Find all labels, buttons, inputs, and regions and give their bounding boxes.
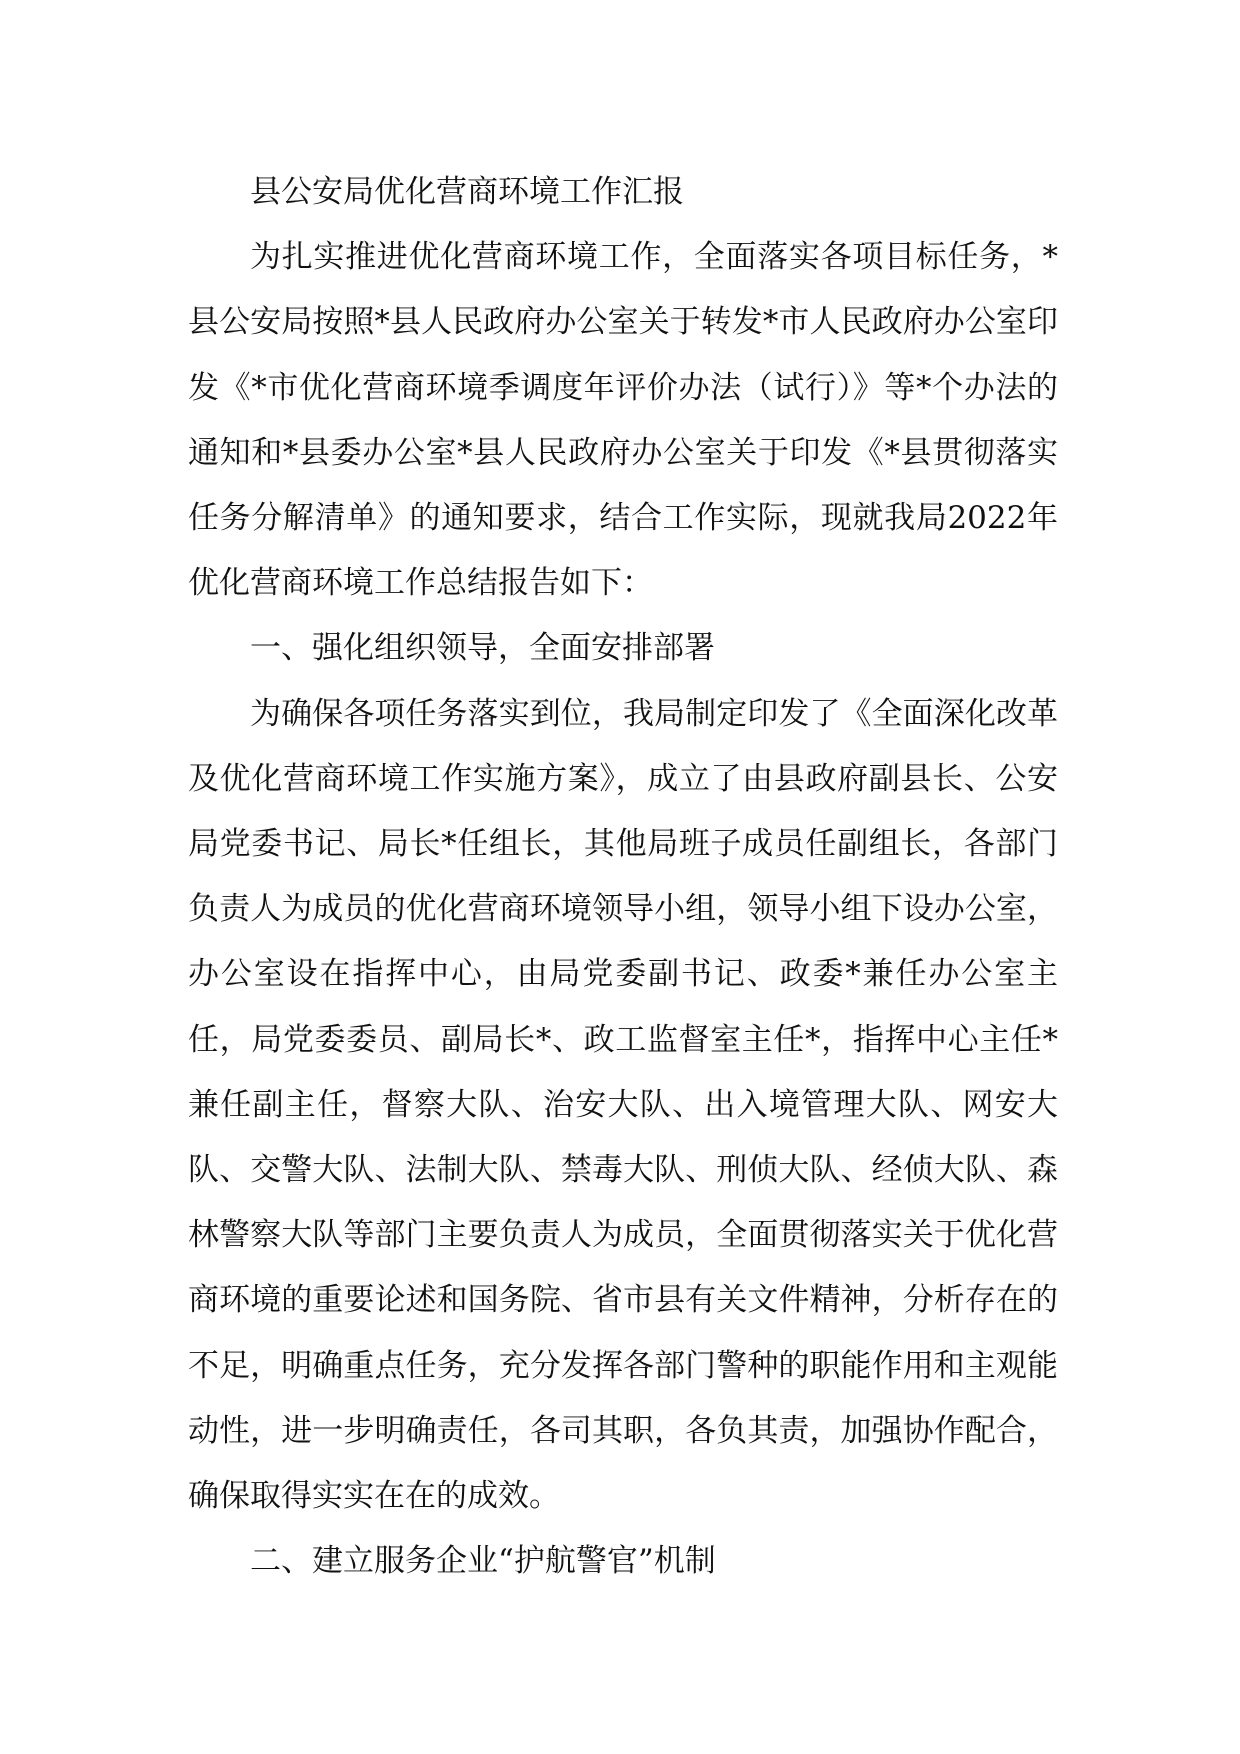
section-heading-1: 一、强化组织领导，全面安排部署	[250, 630, 715, 667]
document-title: 县公安局优化营商环境工作汇报	[250, 174, 684, 210]
document-page	[188, 160, 1058, 1594]
section-body-1: 为确保各项任务落实到位，我局制定印发了《全面深化改革及优化营商环境工作实施方案》，成立了由县政府副县长、公安局党委书记、局长*任组长，其他局班子成员任副组长，各部门负责人为成员的优化营商环境领导小组，领导小组下设办公室，办公室设在指挥中心，由局党委副书记、政委*兼任办公室主任，局党委委员、副局长*、政工监督室主任*，指挥中心主任*兼任副主任，督察大队、治安大队、出入境管理大队、网安大队、交警大队、法制大队、禁毒大队、刑侦大队、经侦大队、森林警察大队等部门主要负责人为成员，全面贯彻落实关于优化营商环境的重要论述和国务院、省市县有关文件精神，分析存在的不足，明确重点任务，充分发挥各部门警种的职能作用和主观能动性，进一步明确责任，各司其职，各负其责，加强协作配合，确保取得实实在在的成效。	[188, 695, 1058, 1515]
intro-paragraph: 为扎实推进优化营商环境工作，全面落实各项目标任务，*县公安局按照*县人民政府办公室关于转发*市人民政府办公室印发《*市优化营商环境季调度年评价办法（试行）》等*个办法的通知和*县委办公室*县人民政府办公室关于印发《*县贯彻落实任务分解清单》的通知要求，结合工作实际，现就我局2022年优化营商环境工作总结报告如下：	[188, 239, 1058, 602]
section-heading-2: 二、建立服务企业“护航警官”机制	[250, 1543, 716, 1580]
